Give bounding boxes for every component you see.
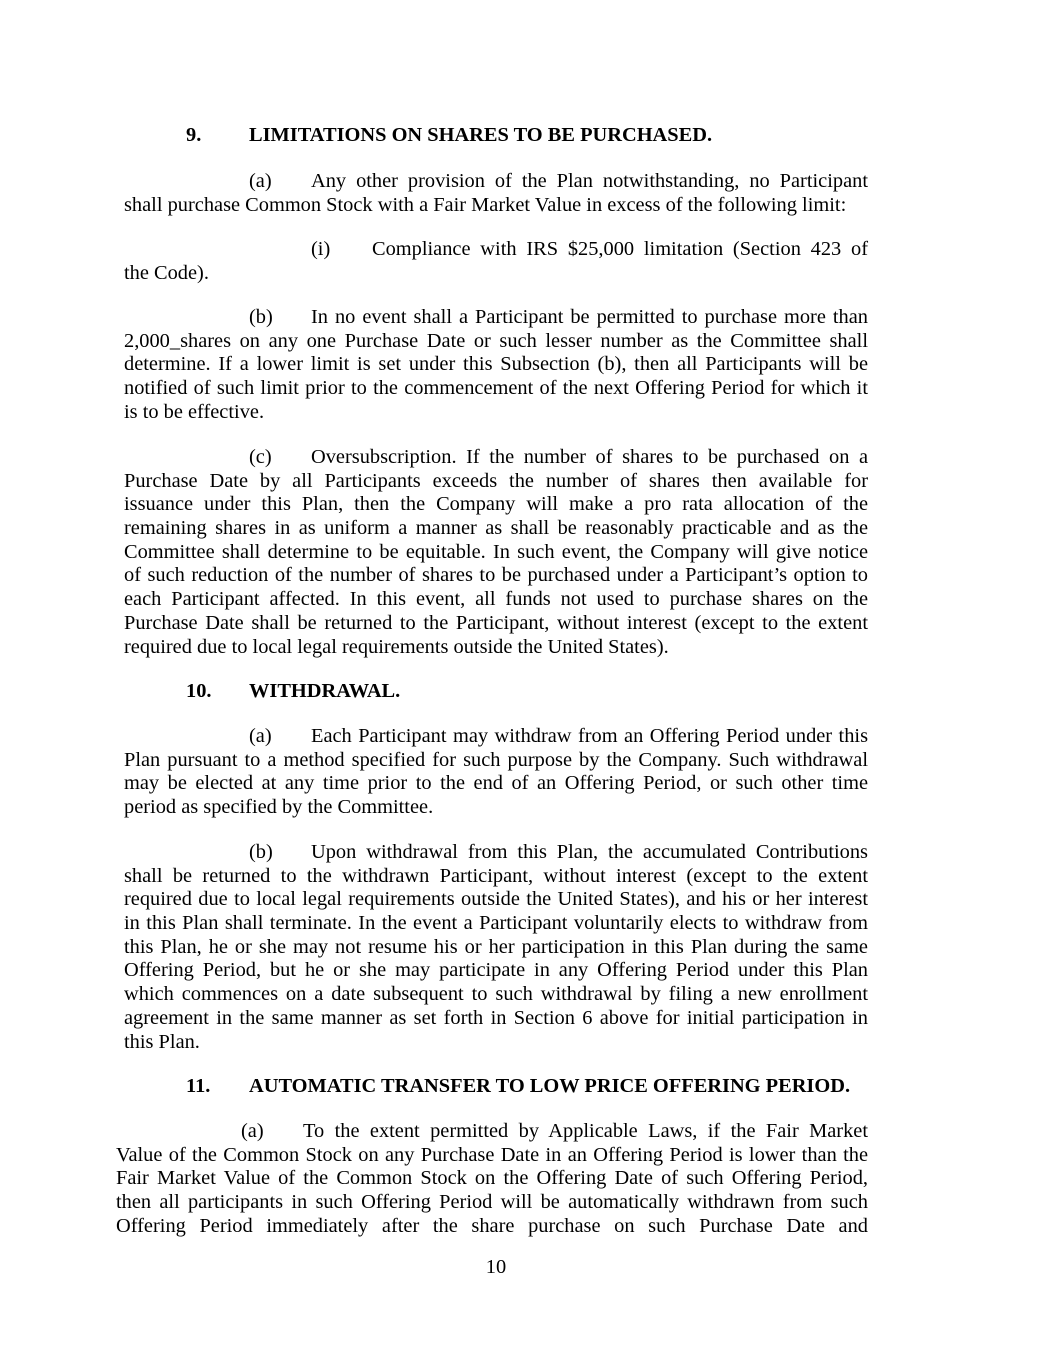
page-number: 10 <box>485 1256 507 1278</box>
paragraph-line: Purchase Date shall be returned to the Participant, without interest (except to the extent <box>124 611 868 634</box>
paragraph-line <box>124 446 868 470</box>
section-number: 11. <box>186 1075 211 1097</box>
paragraph-line: Fair Market Value of the Common Stock on the Offering Date of such Offering Period, <box>116 1167 868 1190</box>
line-text: In no event shall a Participant be permitted to purchase more than <box>311 306 868 328</box>
paragraph-line: shall be returned to the withdrawn Participant, without interest (except to the extent <box>124 864 868 887</box>
paragraph-line: each Participant affected. In this event, all funds not used to purchase shares on the <box>124 588 868 611</box>
paragraph-label: (c) <box>249 446 272 468</box>
section-title: WITHDRAWAL. <box>249 680 401 702</box>
line-text: Compliance with IRS $25,000 limitation (Section 423 of <box>372 238 868 260</box>
paragraph-line: 2,000_shares on any one Purchase Date or such lesser number as the Committee shall <box>124 329 868 352</box>
paragraph-label: (a) <box>249 725 272 747</box>
paragraph-line: required due to local legal requirements outside the United States). <box>124 635 669 658</box>
paragraph-line: period as specified by the Committee. <box>124 796 434 819</box>
paragraph-10b <box>124 841 868 1054</box>
paragraph-line: Plan pursuant to a method specified for such purpose by the Company. Such withdrawal <box>124 748 868 771</box>
paragraph-line: Value of the Common Stock on any Purchase Date in an Offering Period is lower than the <box>116 1143 868 1166</box>
paragraph-line: this Plan, he or she may not resume his or her participation in this Plan during the same <box>124 935 868 958</box>
section-11-heading <box>124 1075 868 1099</box>
paragraph-11a <box>116 1120 868 1238</box>
paragraph-line <box>124 170 868 194</box>
section-title: AUTOMATIC TRANSFER TO LOW PRICE OFFERING PERIOD. <box>249 1075 851 1097</box>
line-text: To the extent permitted by Applicable Laws, if the Fair Market <box>303 1120 868 1142</box>
paragraph-line: Purchase Date by all Participants exceeds the number of shares then available for <box>124 469 868 492</box>
paragraph-line: this Plan. <box>124 1030 200 1053</box>
paragraph-line: shall purchase Common Stock with a Fair Market Value in excess of the following limit: <box>124 193 847 216</box>
paragraph-line: issuance under this Plan, then the Company will make a pro rata allocation of the <box>124 493 868 516</box>
line-text: Oversubscription. If the number of shares to be purchased on a <box>311 446 868 468</box>
paragraph-line: then all participants in such Offering Period will be automatically withdrawn from such <box>116 1191 868 1214</box>
line-text: Each Participant may withdraw from an Offering Period under this <box>311 725 868 747</box>
paragraph-line: the Code). <box>124 261 209 284</box>
section-9-heading <box>124 124 868 148</box>
paragraph-line: required due to local legal requirements outside the United States), and his or her interest <box>124 888 868 911</box>
paragraph-9a-i <box>124 238 868 285</box>
paragraph-9a <box>124 170 868 217</box>
paragraph-line: Committee shall determine to be equitable. In such event, the Company will give notice <box>124 540 868 563</box>
paragraph-line: may be elected at any time prior to the end of an Offering Period, or such other time <box>124 772 868 795</box>
paragraph-line: remaining shares in as uniform a manner as shall be reasonably practicable and as the <box>124 517 868 540</box>
paragraph-line: agreement in the same manner as set forth in Section 6 above for initial participation in <box>124 1006 868 1029</box>
paragraph-line: in this Plan shall terminate. In the event a Participant voluntarily elects to withdraw from <box>124 912 868 935</box>
line-text: Upon withdrawal from this Plan, the accumulated Contributions <box>311 841 868 863</box>
paragraph-line <box>124 841 868 865</box>
paragraph-line <box>124 238 868 262</box>
paragraph-line: notified of such limit prior to the commencement of the next Offering Period for which it <box>124 377 868 400</box>
paragraph-label: (b) <box>249 306 273 328</box>
paragraph-line: determine. If a lower limit is set under this Subsection (b), then all Participants will be <box>124 353 868 376</box>
paragraph-line: Offering Period, but he or she may participate in any Offering Period under this Plan <box>124 959 868 982</box>
paragraph-line <box>124 306 868 330</box>
paragraph-line <box>116 1120 868 1144</box>
paragraph-10a <box>124 725 868 820</box>
paragraph-line: Offering Period immediately after the share purchase on such Purchase Date and <box>116 1214 868 1237</box>
section-number: 9. <box>186 124 202 146</box>
section-10-heading <box>124 680 868 704</box>
paragraph-label: (a) <box>249 170 272 192</box>
paragraph-9c <box>124 446 868 659</box>
section-number: 10. <box>186 680 212 702</box>
paragraph-line <box>124 725 868 749</box>
paragraph-line: which commences on a date subsequent to such withdrawal by filing a new enrollment <box>124 983 868 1006</box>
paragraph-label: (b) <box>249 841 273 863</box>
paragraph-label: (a) <box>241 1120 264 1142</box>
section-title: LIMITATIONS ON SHARES TO BE PURCHASED. <box>249 124 713 146</box>
paragraph-label: (i) <box>311 238 331 260</box>
paragraph-line: is to be effective. <box>124 400 265 423</box>
paragraph-9b <box>124 306 868 424</box>
line-text: Any other provision of the Plan notwithstanding, no Participant <box>311 170 868 192</box>
paragraph-line: of such reduction of the number of shares to be purchased under a Participant’s option to <box>124 564 868 587</box>
